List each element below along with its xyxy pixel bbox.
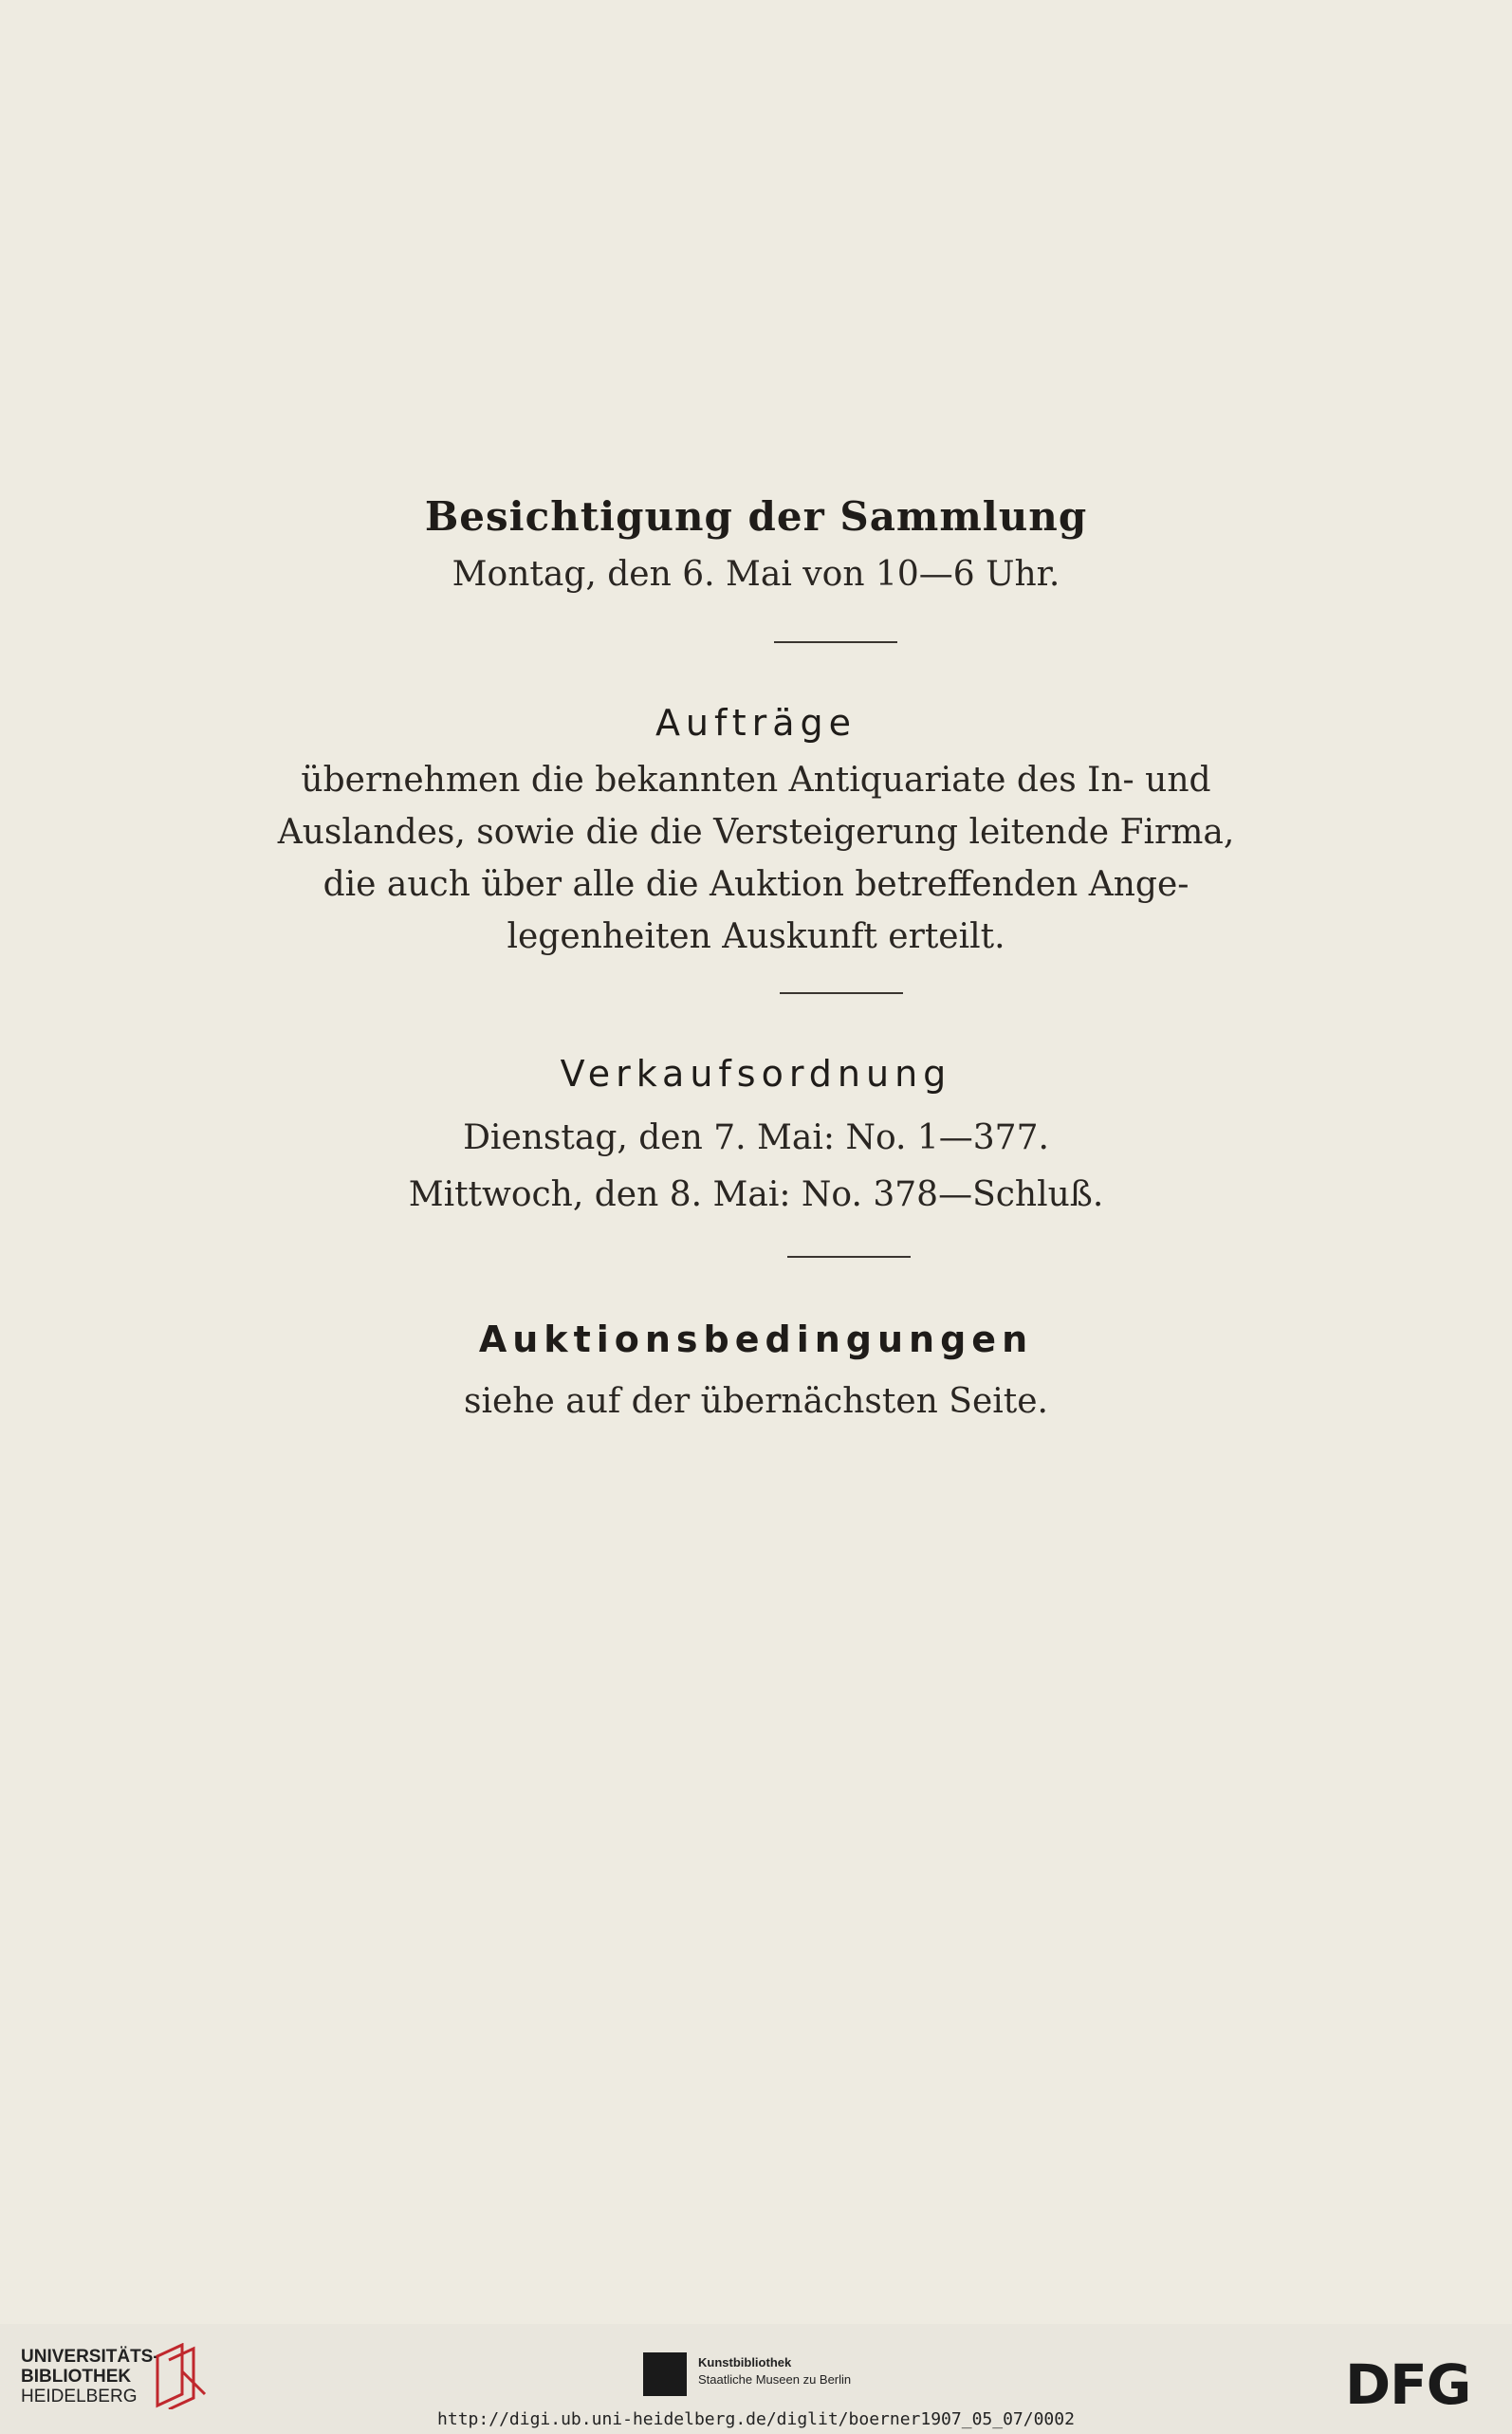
divider-1	[774, 641, 897, 643]
ub-logo-line-3: HEIDELBERG	[21, 2387, 138, 2406]
footer-bar	[0, 2324, 1512, 2434]
heading-auftraege: Aufträge	[655, 702, 857, 744]
dfg-logo[interactable]: DFG	[1345, 2352, 1471, 2417]
ub-logo-line-2: BIBLIOTHEK	[21, 2367, 132, 2387]
text-auktionsbedingungen: siehe auf der übernächsten Seite.	[464, 1382, 1048, 1421]
text-auftraege-line-3: die auch über alle die Auktion betreffenden Ange-	[323, 865, 1189, 904]
kb-title: Kunstbibliothek	[698, 2355, 792, 2369]
text-verkauf-line-2: Mittwoch, den 8. Mai: No. 378—Schluß.	[408, 1175, 1104, 1214]
permalink-url[interactable]: http://digi.ub.uni-heidelberg.de/diglit/boerner1907_05_07/0002	[437, 2409, 1075, 2429]
text-auftraege-line-2: Auslandes, sowie die die Versteigerung leitende Firma,	[277, 813, 1235, 852]
heading-besichtigung: Besichtigung der Sammlung	[424, 493, 1088, 540]
divider-3	[787, 1256, 911, 1258]
divider-2	[780, 992, 903, 994]
ub-logo-line-1: UNIVERSITÄTS-	[21, 2347, 159, 2367]
heading-verkaufsordnung: Verkaufsordnung	[560, 1053, 952, 1095]
text-besichtigung-date: Montag, den 6. Mai von 10—6 Uhr.	[452, 555, 1060, 594]
ub-heidelberg-logo[interactable]	[21, 2347, 159, 2406]
text-auftraege-line-4: legenheiten Auskunft erteilt.	[507, 917, 1005, 956]
kunstbibliothek-icon	[643, 2352, 687, 2396]
heading-auktionsbedingungen: Auktionsbedingungen	[478, 1318, 1034, 1360]
kb-subtitle: Staatliche Museen zu Berlin	[698, 2372, 852, 2387]
ub-book-icon	[150, 2343, 209, 2409]
text-auftraege-line-1: übernehmen die bekannten Antiquariate des In- und	[301, 761, 1211, 800]
text-verkauf-line-1: Dienstag, den 7. Mai: No. 1—377.	[463, 1118, 1049, 1157]
